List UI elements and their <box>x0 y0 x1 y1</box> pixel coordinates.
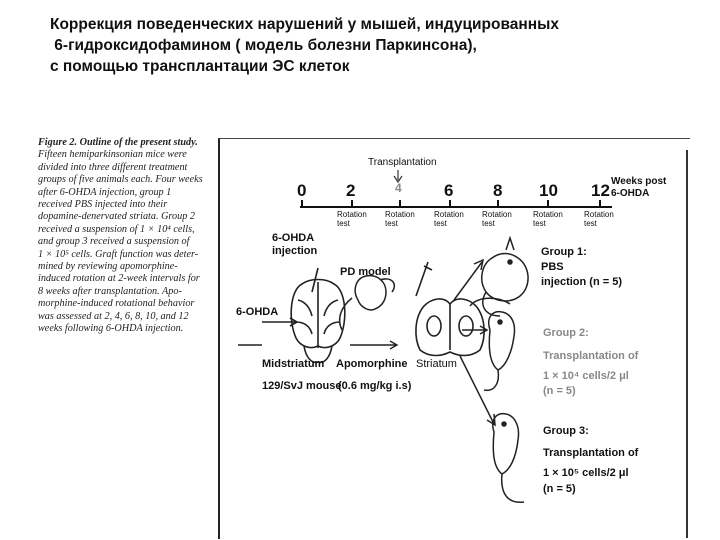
week-label-4: 4 <box>395 181 402 195</box>
group2-line2: 1 × 10⁴ cells/2 μl <box>543 370 629 382</box>
caption-line: morphine-induced rotational behavior <box>38 298 195 310</box>
caption-line: divided into three different treatment <box>38 161 188 173</box>
injection-label <box>272 232 317 258</box>
dose-label: (0.6 mg/kg i.s) <box>338 380 412 392</box>
weeks-post-label <box>611 176 666 200</box>
week-label-10: 10 <box>539 181 558 200</box>
rotating-mouse-pd <box>340 276 395 330</box>
rotation-test-week-6: Rotation test <box>434 210 464 228</box>
weeks-post-line-2: 6-OHDA <box>611 188 650 199</box>
caption-line: 1 × 10⁵ cells. Graft function was deter- <box>38 248 199 260</box>
group3-title: Group 3: <box>543 425 589 437</box>
striatum-label: Striatum <box>416 358 457 370</box>
week-label-2: 2 <box>346 181 356 200</box>
mouse-group3 <box>493 414 524 503</box>
transplant-label: Transplantation <box>368 157 437 168</box>
week-label-6: 6 <box>444 181 454 200</box>
caption-line: after 6-OHDA injection, group 1 <box>38 186 172 198</box>
group3-line3: (n = 5) <box>543 483 576 495</box>
arrow-to-group2 <box>462 326 487 334</box>
caption-heading: Figure 2. Outline of the present study. <box>38 137 198 148</box>
rotation-test-week-12: Rotation test <box>584 210 614 228</box>
brain-coronal <box>416 299 484 356</box>
title-line-1: Коррекция поведенческих нарушений у мышей, индуцированных <box>50 16 559 33</box>
group3-label <box>543 420 638 496</box>
mouse-group2 <box>470 298 515 390</box>
group1-line1: PBS <box>541 261 564 273</box>
caption-line: Fifteen hemiparkinsonian mice were <box>38 149 187 161</box>
caption-line: was assessed at 2, 4, 6, 8, 10, and 12 <box>38 310 189 322</box>
left-6ohda-label: 6-OHDA <box>236 306 279 318</box>
rotation-test-week-10: Rotation test <box>533 210 563 228</box>
injection-label-line-2: injection <box>272 245 318 257</box>
caption-line: groups of five animals each. Four weeks <box>38 174 203 186</box>
rotation-test-week-4: Rotation test <box>385 210 415 228</box>
mouse-strain-label: 129/SvJ mouse <box>262 380 342 392</box>
week-label-8: 8 <box>493 181 503 200</box>
caption-line: 8 weeks after transplantation. Apo- <box>38 285 182 297</box>
caption-line: dopamine-denervated striata. Group 2 <box>38 211 195 223</box>
syringe-pd <box>416 262 432 296</box>
group2-title: Group 2: <box>543 327 589 339</box>
apomorphine-label: Apomorphine <box>336 358 408 370</box>
midstriatum-label: Midstriatum <box>262 358 325 370</box>
caption-line: weeks following 6-OHDA injection. <box>38 323 184 335</box>
group1-title: Group 1: <box>541 246 587 258</box>
rotation-test-week-8: Rotation test <box>482 210 512 228</box>
group2-line3: (n = 5) <box>543 385 576 397</box>
group3-line1: Transplantation of <box>543 447 639 459</box>
title-line-2: 6-гидроксидофамином ( модель болезни Паркинсона), <box>50 37 477 54</box>
brain-topview <box>291 280 345 363</box>
caption-line: received a suspension of 1 × 10⁴ cells, <box>38 223 195 235</box>
injection-label-line-1: 6-OHDA <box>272 232 315 244</box>
group1-line2: injection (n = 5) <box>541 276 622 288</box>
caption-line: and group 3 received a suspension of <box>38 236 190 248</box>
title-line-3: с помощью трансплантации ЭС клеток <box>50 58 350 75</box>
group3-line2: 1 × 10⁵ cells/2 μl <box>543 467 629 479</box>
mouse-group1 <box>482 238 528 316</box>
pd-model-label: PD model <box>340 266 391 278</box>
group2-line1: Transplantation of <box>543 350 639 362</box>
arrow-to-group1 <box>454 260 483 300</box>
caption-line: mined by reviewing apomorphine- <box>38 261 178 273</box>
6ohda-arrow <box>262 318 297 326</box>
week-label-12: 12 <box>591 181 610 200</box>
group1-label <box>541 245 622 290</box>
caption-line: induced rotation at 2-week intervals for <box>38 273 200 285</box>
caption-line: received PBS injected into their <box>38 199 168 211</box>
week-label-0: 0 <box>297 181 307 200</box>
rotation-test-week-2: Rotation test <box>337 210 367 228</box>
timeline-ticks <box>302 200 600 207</box>
group2-label <box>543 322 638 398</box>
weeks-post-line-1: Weeks post <box>611 176 667 187</box>
